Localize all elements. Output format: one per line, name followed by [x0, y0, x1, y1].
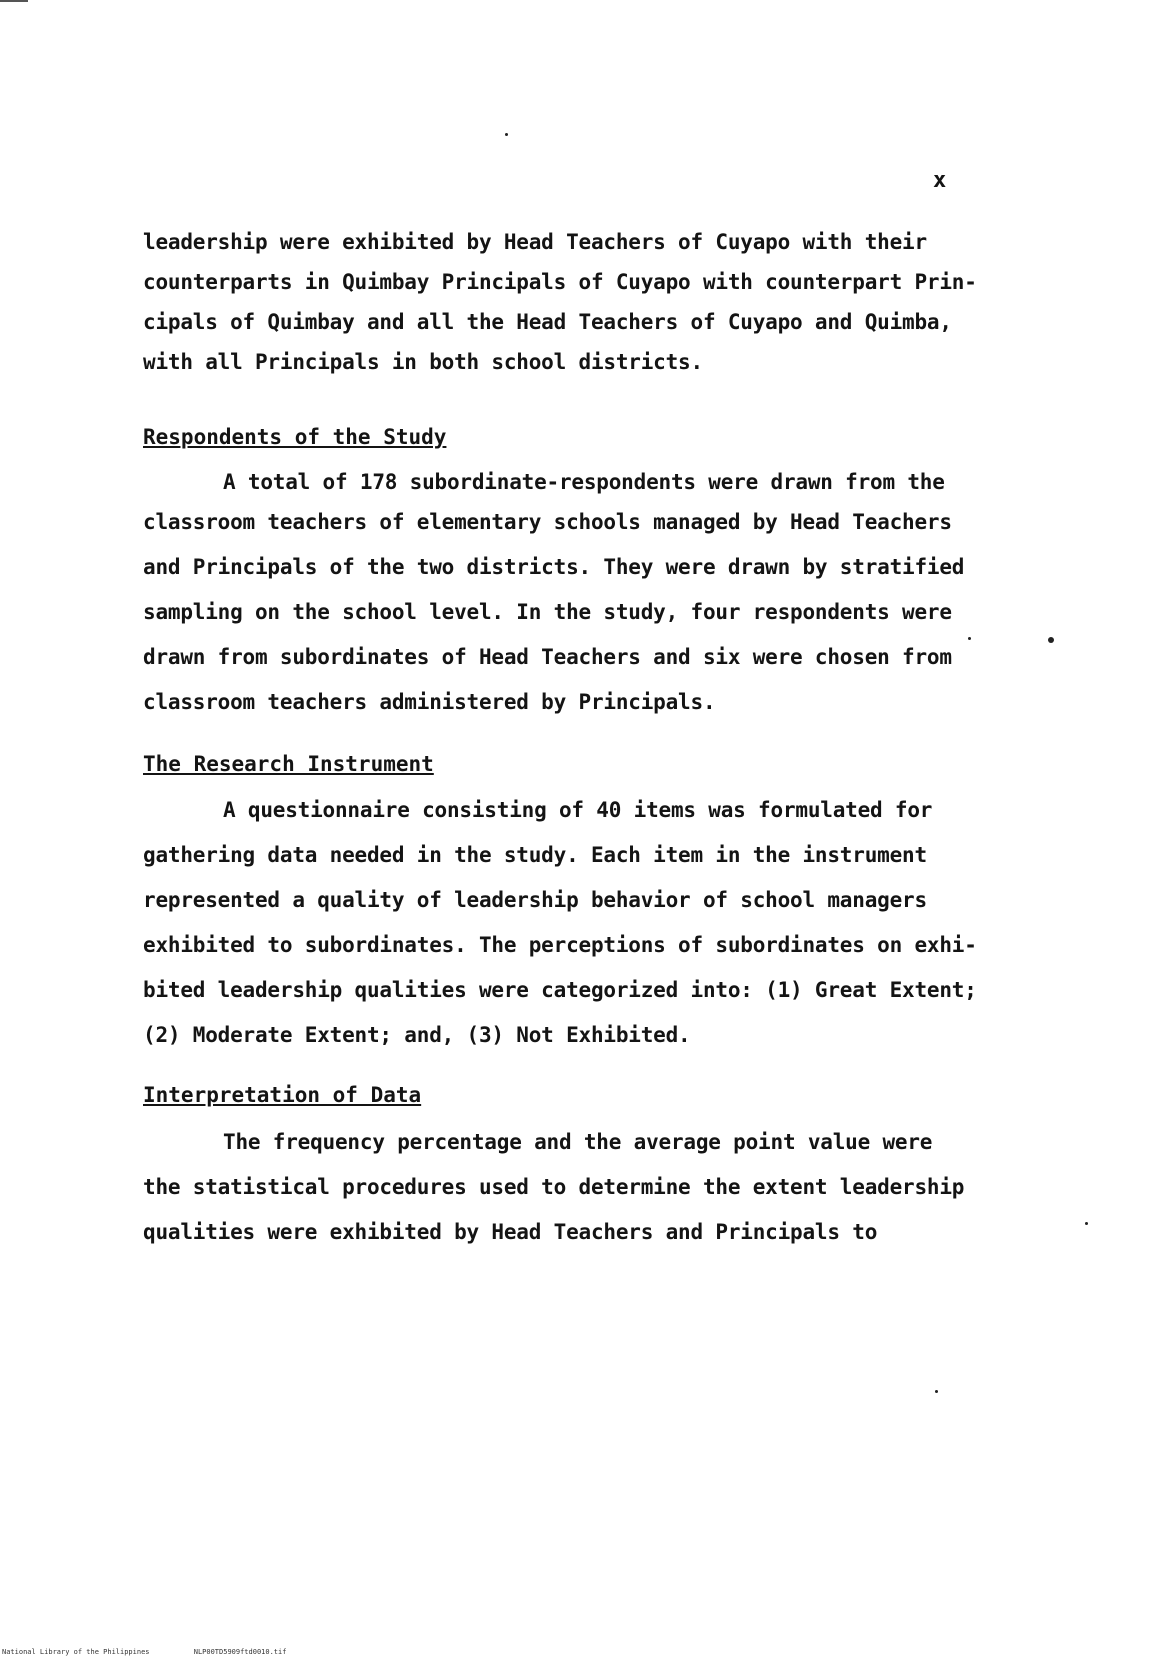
respondents-paragraph [143, 462, 965, 727]
footer-file: NLP00TD5909ftd0010.tif [193, 1648, 287, 1656]
interpretation-paragraph [143, 1122, 965, 1257]
text-line: with all Principals in both school districts. [143, 350, 703, 374]
page-number: x [933, 168, 947, 193]
text-line: gathering data needed in the study. Each item in the instrument [143, 843, 927, 867]
instrument-paragraph [143, 790, 977, 1060]
scan-speck [1085, 1222, 1088, 1225]
scan-speck [935, 1390, 938, 1393]
scan-speck [968, 637, 971, 640]
text-line: counterparts in Quimbay Principals of Cuyapo with counterpart Prin- [143, 270, 977, 294]
scan-corner-mark [0, 0, 28, 2]
text-line: bited leadership qualities were categorized into: (1) Great Extent; [143, 978, 977, 1002]
text-line: the statistical procedures used to determine the extent leadership [143, 1175, 965, 1199]
text-line: A total of 178 subordinate-respondents were drawn from the [223, 470, 945, 494]
scan-footer [2, 1648, 326, 1656]
text-line: sampling on the school level. In the study, four respondents were [143, 600, 952, 624]
section-heading-respondents: Respondents of the Study [143, 425, 447, 449]
text-line: classroom teachers of elementary schools managed by Head Teachers [143, 510, 952, 534]
scan-speck [505, 133, 508, 136]
text-line: The frequency percentage and the average point value were [223, 1130, 933, 1154]
footer-library: National Library of the Philippines [2, 1648, 150, 1656]
section-heading-instrument: The Research Instrument [143, 752, 434, 776]
text-line: exhibited to subordinates. The perceptions of subordinates on exhi- [143, 933, 977, 957]
text-line: A questionnaire consisting of 40 items was formulated for [223, 798, 933, 822]
continuation-paragraph [143, 222, 977, 382]
text-line: (2) Moderate Extent; and, (3) Not Exhibited. [143, 1023, 691, 1047]
text-line: qualities were exhibited by Head Teachers and Principals to [143, 1220, 878, 1244]
text-line: cipals of Quimbay and all the Head Teachers of Cuyapo and Quimba, [143, 310, 952, 334]
text-line: classroom teachers administered by Principals. [143, 690, 716, 714]
text-line: and Principals of the two districts. They were drawn by stratified [143, 555, 965, 579]
text-line: represented a quality of leadership behavior of school managers [143, 888, 927, 912]
scan-speck [1048, 637, 1054, 643]
text-line: drawn from subordinates of Head Teachers and six were chosen from [143, 645, 952, 669]
text-line: leadership were exhibited by Head Teachers of Cuyapo with their [143, 230, 927, 254]
section-heading-interpretation: Interpretation of Data [143, 1083, 422, 1107]
